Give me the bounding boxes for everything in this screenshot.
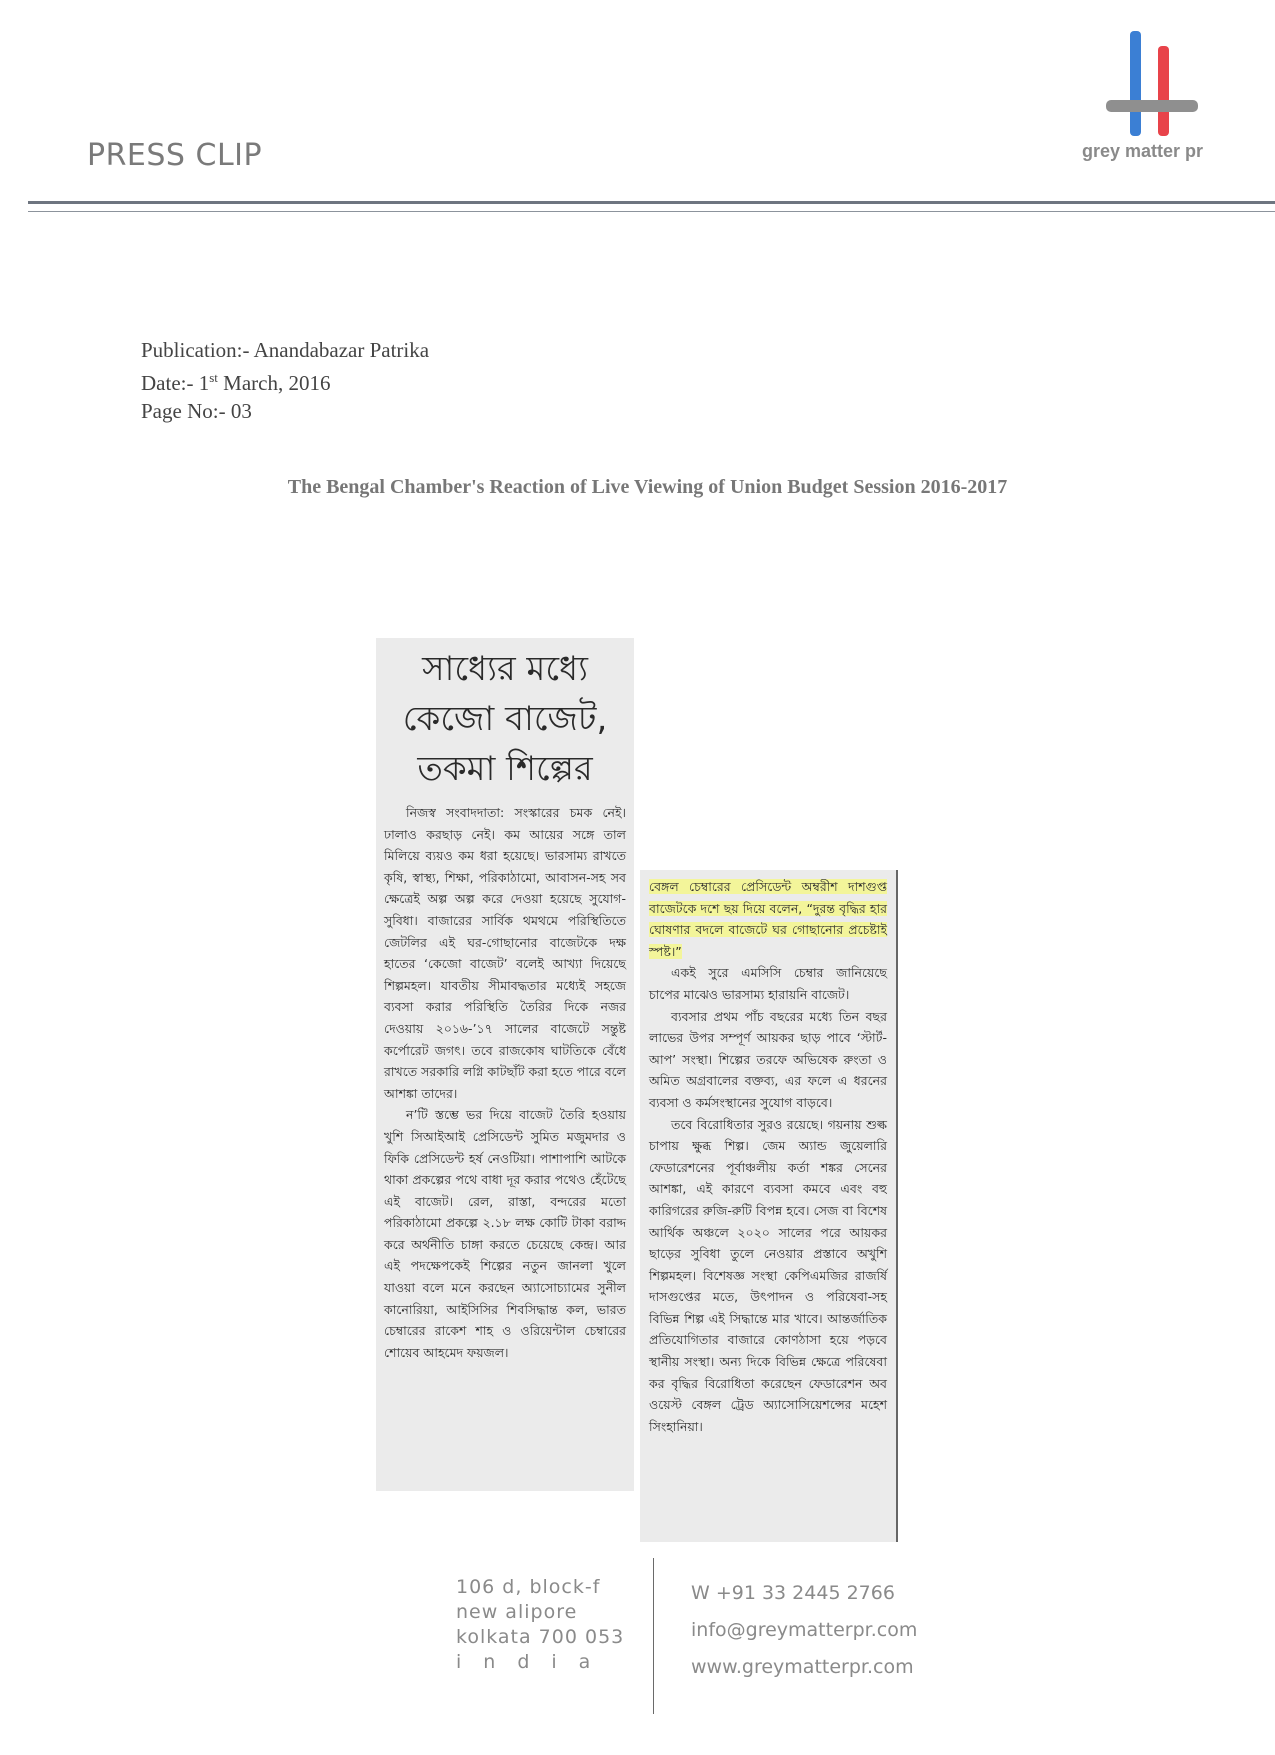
address-line: 106 d, block-f	[456, 1576, 601, 1598]
article-paragraph: ব্যবসার প্রথম পাঁচ বছরের মধ্যে তিন বছর লাভের উপর সম্পূর্ণ আয়কর ছাড় পাবে ‘স্টার্ট-আপ’ সংস্থা। শিল্পের তরফে অভিষেক রুংতা ও অমিত অগ্রবালের বক্তব্য, এর ফলে এ ধরনের ব্যবসা ও কর্মসংস্থানের সুযোগ বাড়বে।	[649, 1008, 887, 1110]
article-title-line: কেজো বাজেট,	[402, 699, 608, 739]
date-sup: st	[209, 370, 218, 385]
phone-number: W +91 33 2445 2766	[691, 1582, 895, 1604]
article-title-line: তকমা শিল্পের	[417, 749, 593, 789]
logo-grey-bar	[1106, 100, 1198, 112]
press-clip-label: PRESS CLIP	[87, 138, 263, 173]
date-suffix: March, 2016	[217, 371, 331, 395]
address-line: new alipore	[456, 1601, 578, 1623]
header-rule	[28, 201, 1275, 204]
article-paragraph: তবে বিরোধিতার সুরও রয়েছে। গয়নায় শুল্ক চাপায় ক্ষুব্ধ শিল্প। জেম অ্যান্ড জুয়েলারি ফেডারেশনের পূর্বাঞ্চলীয় কর্তা শঙ্কর সেনের আশঙ্কা, এই কারণে ব্যবসা কমবে এবং বহু কারিগরের রুজি-রুটি বিপন্ন হবে। সেজ বা বিশেষ আর্থিক অঞ্চলে ২০২০ সালের পরে আয়কর ছাড়ের সুবিধা তুলে নেওয়ার প্রস্তাবে অখুশি শিল্পমহল। বিশেষজ্ঞ সংস্থা কেপিএমজির রাজর্ষি দাসগুপ্তের মতে, উৎপাদন ও পরিষেবা-সহ বিভিন্ন শিল্প এই সিদ্ধান্তে মার খাবে। আন্তর্জাতিক প্রতিযোগিতার বাজারে কোণঠাসা হয়ে পড়বে স্থানীয় সংস্থা। অন্য দিকে বিভিন্ন ক্ষেত্রে পরিষেবা কর বৃদ্ধির বিরোধিতা করেছেন ফেডারেশন অব ওয়েস্ট বেঙ্গল ট্রেড অ্যাসোসিয়েশন্সের মহেশ সিংহানিয়া।	[649, 1116, 887, 1434]
brand-name: grey matter pr	[1082, 141, 1204, 161]
date-line	[141, 364, 429, 397]
page-number-line: Page No:- 03	[141, 399, 252, 423]
publication-meta	[141, 336, 429, 425]
highlighted-quote: বেঙ্গল চেম্বারের প্রেসিডেন্ট অম্বরীশ দাশগুপ্ত বাজেটকে দশে ছয় দিয়ে বলেন, “দুরন্ত বৃদ্ধির হার ঘোষণার বদলে বাজেটে ঘর গোছানোর প্রচেষ্টাই স্পষ্ট।”	[649, 879, 887, 959]
email-link[interactable]: info@greymatterpr.com	[691, 1619, 918, 1641]
article-title	[384, 644, 626, 794]
footer-contact	[691, 1575, 917, 1686]
article-body-left	[384, 802, 626, 1363]
footer-address	[456, 1575, 624, 1675]
logo-blue-bar	[1130, 31, 1141, 136]
logo-red-bar	[1158, 46, 1169, 136]
article-paragraph: ন’টি স্তম্ভে ভর দিয়ে বাজেট তৈরি হওয়ায় খুশি সিআইআই প্রেসিডেন্ট সুমিত মজুমদার ও ফিকি প্রেসিডেন্ট হর্ষ নেওটিয়া। পাশাপাশি আটকে থাকা প্রকল্পের পথে বাধা দূর করার পথেও হেঁটেছে এই বাজেট। রেল, রাস্তা, বন্দরের মতো পরিকাঠামো প্রকল্পে ২.১৮ লক্ষ কোটি টাকা বরাদ্দ করে অর্থনীতি চাঙ্গা করতে চেয়েছে কেন্দ্র। আর এই পদক্ষেপকেই শিল্পের নতুন জানলা খুলে যাওয়া বলে মনে করছেন অ্যাসোচ্যামের সুনীল কানোরিয়া, আইসিসির শিবসিদ্ধান্ত কল, ভারত চেম্বারের রাকেশ শাহ ও ওরিয়েন্টাল চেম্বারের শোয়েব আহমেদ ফয়জল।	[384, 1107, 626, 1360]
clip-headline	[0, 476, 1275, 499]
article-paragraph: নিজস্ব সংবাদদাতা: সংস্কারের চমক নেই। ঢালাও করছাড় নেই। কম আয়ের সঙ্গে তাল মিলিয়ে ব্যয়ও কম ধরা হয়েছে। ভারসাম্য রাখতে কৃষি, স্বাস্থ্য, শিক্ষা, পরিকাঠামো, আবাসন-সহ সব ক্ষেত্রেই অল্প অল্প করে দেওয়া হয়েছে সুযোগ-সুবিধা। বাজারের সার্বিক থমথমে পরিস্থিতিতে জেটলির এই ঘর-গোছানোর বাজেটকে দক্ষ হাতের ‘কেজো বাজেট’ বলেই আখ্যা দিয়েছে শিল্পমহল। যাবতীয় সীমাবদ্ধতার মধ্যেই সহজে ব্যবসা করার পরিস্থিতি তৈরির দিকে নজর দেওয়ায় ২০১৬-’১৭ সালের বাজেটে সন্তুষ্ট কর্পোরেট জগৎ। তবে রাজকোষ ঘাটতিকে বেঁধে রাখতে সরকারি লগ্নি কাটছাঁট করা হতে পারে বলে আশঙ্কা তাদের।	[384, 805, 626, 1101]
article-paragraph: একই সুরে এমসিসি চেম্বার জানিয়েছে চাপের মাঝেও ভারসাম্য হারায়নি বাজেট।	[649, 965, 887, 1002]
header-rule-thin	[28, 211, 1275, 212]
clip-headline-text: The Bengal Chamber's Reaction of Live Viewing of Union Budget Session 2016-2017	[287, 476, 1008, 498]
newspaper-clip-right-column	[640, 870, 898, 1542]
address-line: kolkata 700 053	[456, 1626, 625, 1648]
website-link[interactable]: www.greymatterpr.com	[691, 1656, 914, 1678]
footer-divider	[653, 1558, 654, 1714]
date-prefix: Date:- 1	[141, 371, 210, 395]
publication-line: Publication:- Anandabazar Patrika	[141, 338, 430, 362]
newspaper-clip-left-column	[376, 638, 634, 1491]
article-title-line: সাধ্যের মধ্যে	[422, 649, 588, 689]
address-line: india	[456, 1651, 613, 1673]
article-body-right	[649, 876, 887, 1437]
